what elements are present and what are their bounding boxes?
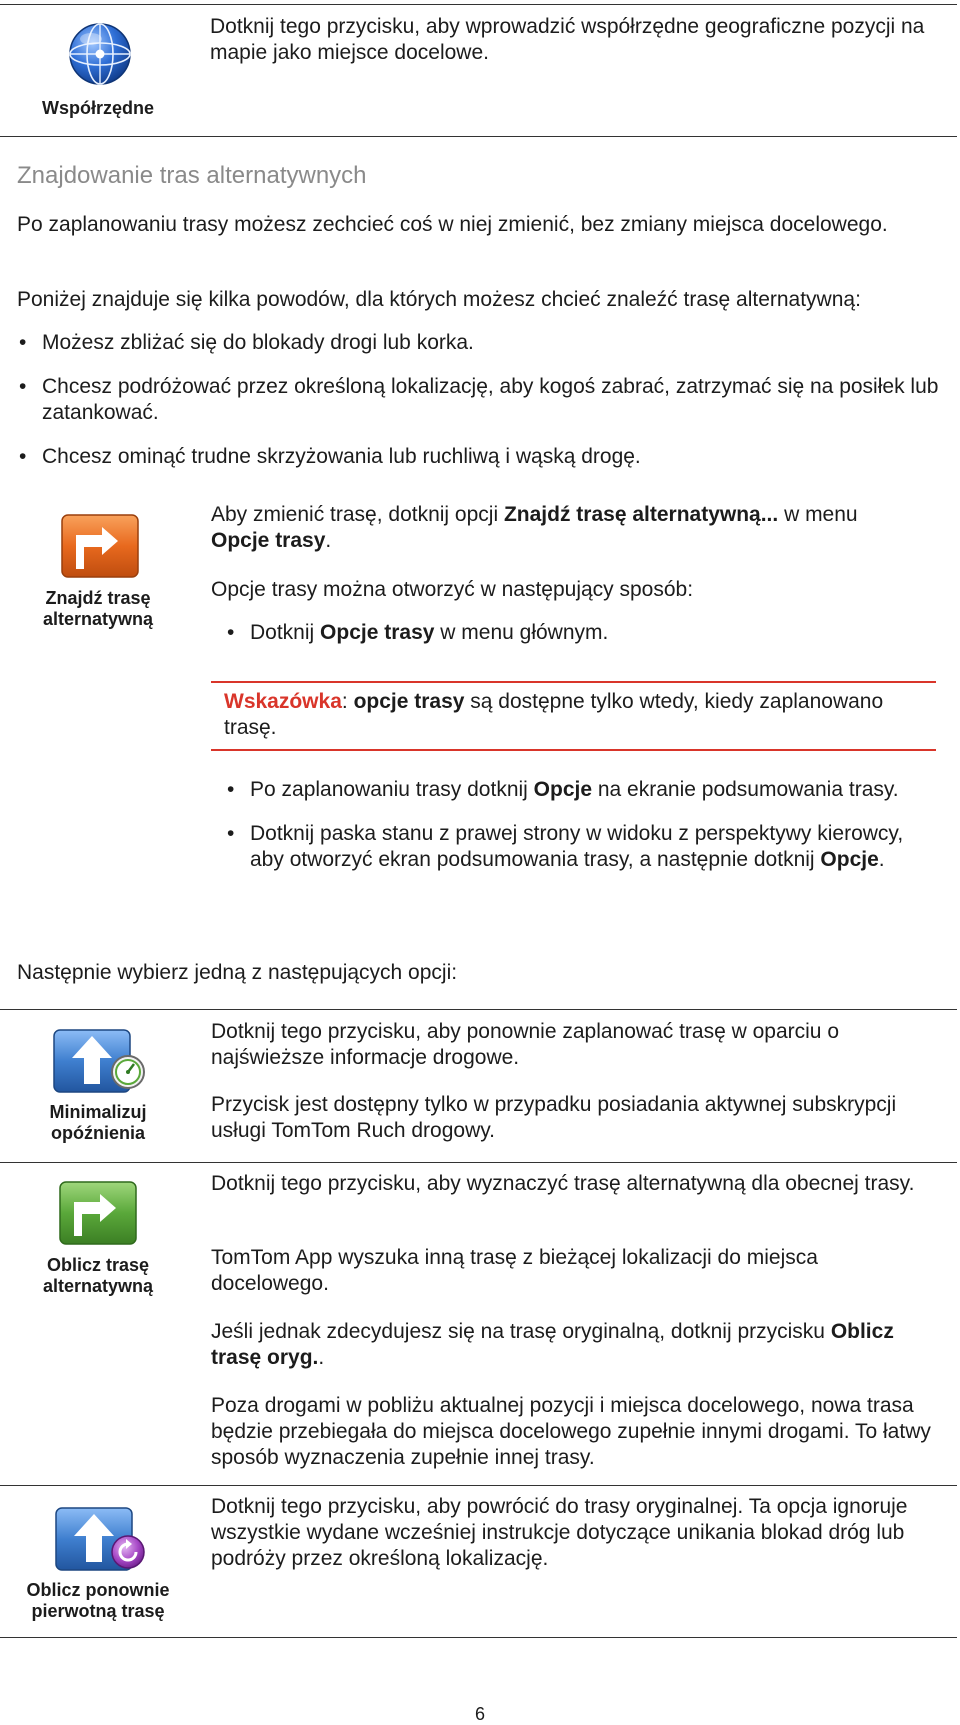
page-number: 6 — [474, 1704, 485, 1724]
tip-top-rule — [211, 681, 936, 683]
rule-before-calc-alt — [0, 1162, 957, 1163]
coordinates-globe-icon[interactable] — [68, 22, 132, 91]
bold-fragment: opcje trasy — [353, 690, 465, 713]
recalc-description: Dotknij tego przycisku, aby powrócić do trasy oryginalnej. Ta opcja ignoruje wszystkie wydane wcześniej instrukcje dotyczące unikania blokad dróg lub podróży przez określoną lokalizację. — [211, 1495, 908, 1570]
section-title: Znajdowanie tras alternatywnych — [17, 162, 367, 189]
label-line: alternatywną — [42, 1276, 154, 1296]
label-line: Minimalizuj — [49, 1102, 147, 1122]
label-line: opóźnienia — [51, 1123, 145, 1143]
text-fragment: są dostępne tylko wtedy, kiedy zaplanowano trasę. — [224, 690, 884, 739]
coordinates-button-label: Współrzędne — [41, 98, 154, 118]
list-item — [225, 620, 925, 646]
intro-paragraph: Po zaplanowaniu trasy możesz zechcieć coś w niej zmienić, bez zmiany miejsca docelowego. — [17, 213, 888, 236]
list-item: • Możesz zbliżać się do blokady drogi lub korka. — [17, 330, 942, 356]
tip-text — [224, 689, 924, 741]
route-options-open-paragraph: Opcje trasy można otworzyć w następujący sposób: — [211, 578, 694, 601]
calc-alt-original — [211, 1319, 936, 1371]
next-choose-paragraph: Następnie wybierz jedną z następujących opcji: — [17, 961, 458, 984]
text-fragment: . — [325, 529, 332, 552]
text-fragment: Dotknij paska stanu z prawej strony w widoku z perspektywy kierowcy, aby otworzyć ekran podsumowania trasy, a następnie dotknij — [250, 822, 904, 871]
list-item: • Chcesz ominąć trudne skrzyżowania lub ruchliwą i wąską drogę. — [17, 444, 942, 470]
minimize-delays-icon[interactable] — [52, 1028, 146, 1099]
find-alt-instruction — [211, 502, 911, 554]
recalculate-original-label — [10, 1580, 186, 1622]
rule-before-recalc — [0, 1485, 957, 1486]
list-item — [225, 821, 930, 873]
calculate-alternative-label — [10, 1255, 186, 1297]
text-fragment: . — [878, 848, 885, 871]
open-options-list-2 — [225, 777, 930, 873]
label-line: pierwotną trasę — [31, 1601, 165, 1621]
rule-before-minimize — [0, 1009, 957, 1010]
find-alternative-route-icon[interactable] — [60, 513, 140, 584]
text-fragment: . — [318, 1346, 325, 1369]
text-fragment: w menu — [778, 503, 858, 526]
text-fragment: na ekranie podsumowania trasy. — [592, 778, 899, 801]
calculate-alternative-icon[interactable] — [58, 1180, 138, 1251]
calc-alt-search: TomTom App wyszuka inną trasę z bieżącej lokalizacji do miejsca docelowego. — [211, 1246, 818, 1295]
bold-fragment: Opcje — [820, 848, 879, 871]
list-item — [225, 777, 930, 803]
menu-name: Opcje trasy — [211, 529, 326, 552]
tip-title: Wskazówka — [224, 690, 342, 713]
label-line: Oblicz ponownie — [26, 1580, 170, 1600]
minimize-availability: Przycisk jest dostępny tylko w przypadku posiadania aktywnej subskrypcji usługi TomTom Ruch drogowy. — [211, 1093, 897, 1142]
top-rule — [0, 4, 957, 5]
open-options-list-1 — [225, 620, 925, 646]
reasons-paragraph: Poniżej znajduje się kilka powodów, dla których możesz chcieć znaleźć trasę alternatywną: — [17, 288, 861, 311]
text-fragment: Jeśli jednak zdecydujesz się na trasę oryginalną, dotknij przycisku — [211, 1320, 831, 1343]
label-line: Znajdź trasę — [45, 588, 151, 608]
minimize-description: Dotknij tego przycisku, aby ponownie zaplanować trasę w oparciu o najświeższe informacje drogowe. — [211, 1020, 840, 1069]
bold-fragment: Oblicz trasę oryg. — [211, 1320, 894, 1369]
reasons-list — [17, 330, 942, 470]
menu-option-name: Znajdź trasę alternatywną... — [503, 503, 779, 526]
bold-fragment: Opcje — [533, 778, 593, 801]
minimize-delays-label — [10, 1102, 186, 1144]
calc-alt-description: Dotknij tego przycisku, aby wyznaczyć trasę alternatywną dla obecnej trasy. — [211, 1172, 915, 1195]
label-line: alternatywną — [42, 609, 154, 629]
calc-alt-explanation: Poza drogami w pobliżu aktualnej pozycji i miejsca docelowego, nowa trasa będzie przebiegała do miejsca docelowego zupełnie innymi drogami. To łatwy sposób wyznaczenia zupełnie innej trasy. — [211, 1394, 931, 1469]
find-alternative-route-label — [10, 588, 186, 630]
text-fragment: : — [341, 690, 354, 713]
coordinates-description: Dotknij tego przycisku, aby wprowadzić współrzędne geograficzne pozycji na mapie jako miejsce docelowe. — [210, 15, 925, 64]
list-item: • Chcesz podróżować przez określoną lokalizację, aby kogoś zabrać, zatrzymać się na posiłek lub zatankować. — [17, 374, 942, 426]
text-fragment: w menu głównym. — [434, 621, 609, 644]
recalculate-original-icon[interactable] — [54, 1506, 148, 1577]
rule-after-coordinates — [0, 136, 957, 137]
text-fragment: Po zaplanowaniu trasy dotknij — [250, 778, 534, 801]
bold-fragment: Opcje trasy — [320, 621, 435, 644]
bottom-rule — [0, 1637, 957, 1638]
text-fragment: Aby zmienić trasę, dotknij opcji — [211, 503, 504, 526]
tip-bottom-rule — [211, 749, 936, 751]
label-line: Oblicz trasę — [46, 1255, 150, 1275]
text-fragment: Dotknij — [250, 621, 321, 644]
